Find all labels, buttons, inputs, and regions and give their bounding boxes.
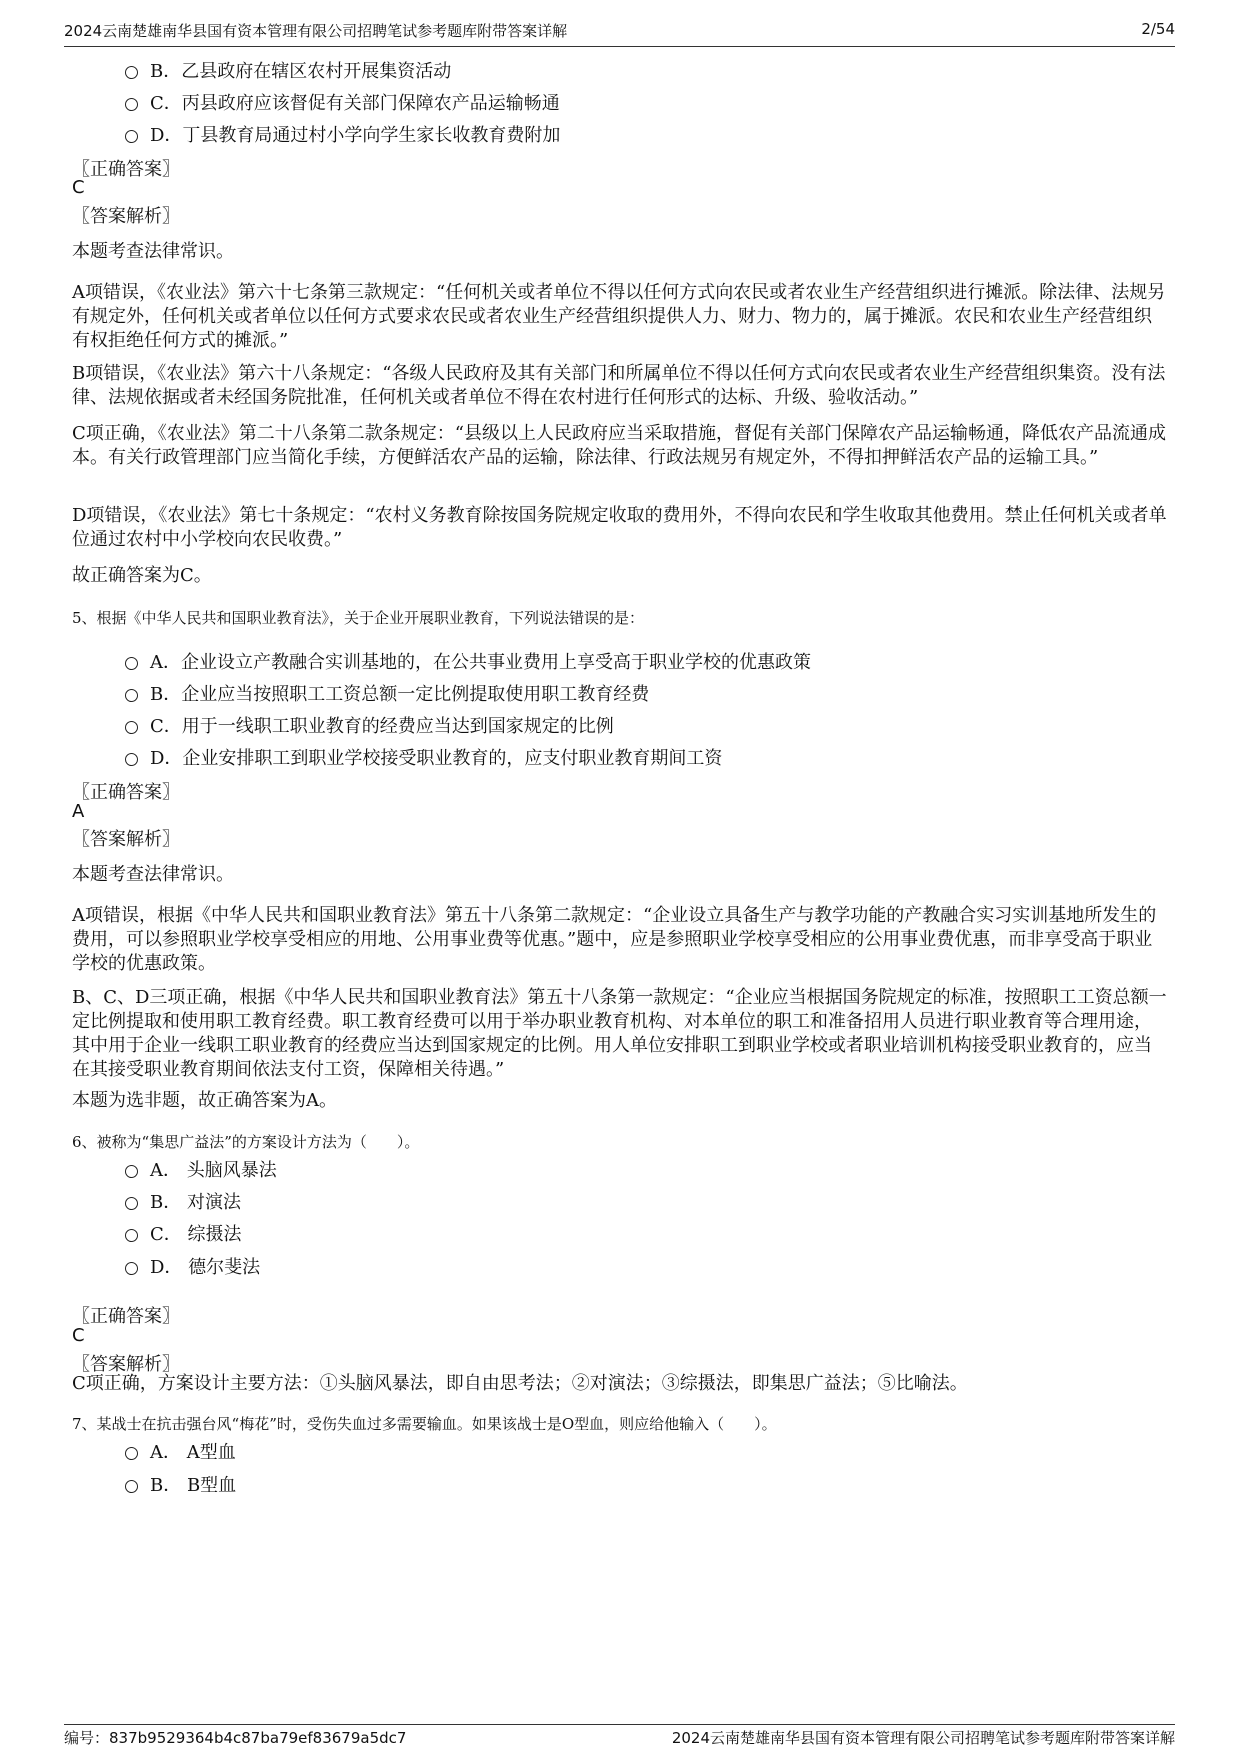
q4-analysis-label: 〖答案解析〗 [72, 206, 180, 227]
q5-option-d[interactable]: D．企业安排职工到职业学校接受职业教育的，应支付职业教育期间工资 [125, 744, 722, 770]
q5-option-b[interactable]: B．企业应当按照职工工资总额一定比例提取使用职工教育经费 [125, 680, 649, 706]
page-footer [64, 1727, 1175, 1749]
radio-icon[interactable] [125, 98, 138, 111]
radio-icon[interactable] [125, 1447, 138, 1460]
radio-icon[interactable] [125, 1197, 138, 1210]
q6-answer: C [72, 1325, 85, 1346]
q5-option-a[interactable]: A．企业设立产教融合实训基地的，在公共事业费用上享受高于职业学校的优惠政策 [125, 648, 811, 674]
q7-option-b[interactable]: B． B型血 [125, 1471, 236, 1497]
q4-analysis-para: B项错误，《农业法》第六十八条规定：“各级人民政府及其有关部门和所属单位不得以任何方式向农民或者农业生产经营组织集资。没有法律、法规依据或者未经国务院批准，任何机关或者单位不得在农村进行任何形式的达标、升级、验收活动。” [72, 363, 1166, 408]
q5-option-c[interactable]: C．用于一线职工职业教育的经费应当达到国家规定的比例 [125, 712, 614, 738]
q6-answer-label: 〖正确答案〗 [72, 1306, 180, 1327]
page-number: 2/54 [1141, 20, 1175, 38]
q4-option-c[interactable]: C．丙县政府应该督促有关部门保障农产品运输畅通 [125, 89, 560, 115]
q7-option-a[interactable]: A． A型血 [125, 1438, 236, 1464]
q6-analysis-para: C项正确，方案设计主要方法：①头脑风暴法，即自由思考法；②对演法；③综摄法，即集思广益法；⑤比喻法。 [72, 1373, 968, 1394]
q5-analysis-para: 本题考查法律常识。 [72, 864, 234, 885]
radio-icon[interactable] [125, 721, 138, 734]
q4-answer: C [72, 177, 85, 198]
radio-icon[interactable] [125, 753, 138, 766]
q6-option-d[interactable]: D． 德尔斐法 [125, 1253, 260, 1279]
q4-answer-label: 〖正确答案〗 [72, 159, 180, 180]
q5-answer-label: 〖正确答案〗 [72, 782, 180, 803]
document-code: 编号：837b9529364b4c87ba79ef83679a5dc7 [64, 1729, 407, 1747]
q6-option-c[interactable]: C． 综摄法 [125, 1220, 242, 1246]
radio-icon[interactable] [125, 1480, 138, 1493]
q5-question: 5、根据《中华人民共和国职业教育法》，关于企业开展职业教育，下列说法错误的是： [72, 609, 645, 627]
document-title: 2024云南楚雄南华县国有资本管理有限公司招聘笔试参考题库附带答案详解 [64, 22, 568, 40]
radio-icon[interactable] [125, 1229, 138, 1242]
q4-analysis-para: D项错误，《农业法》第七十条规定：“农村义务教育除按国务院规定收取的费用外，不得向农民和学生收取其他费用。禁止任何机关或者单位通过农村中小学校向农民收费。” [72, 505, 1167, 550]
q6-question: 6、被称为“集思广益法”的方案设计方法为（ ）。 [72, 1133, 420, 1151]
radio-icon[interactable] [125, 1165, 138, 1178]
q4-analysis-para: 本题考查法律常识。 [72, 241, 234, 262]
footer-title: 2024云南楚雄南华县国有资本管理有限公司招聘笔试参考题库附带答案详解 [671, 1729, 1175, 1747]
q6-option-b[interactable]: B． 对演法 [125, 1188, 241, 1214]
q6-option-a[interactable]: A． 头脑风暴法 [125, 1156, 277, 1182]
q5-analysis-para: B、C、D三项正确，根据《中华人民共和国职业教育法》第五十八条第一款规定：“企业应当根据国务院规定的标准，按照职工工资总额一定比例提取和使用职工教育经费。职工教育经费可以用于举办职业教育机构、对本单位的职工和准备招用人员进行职业教育等合理用途，其中用于企业一线职工职业教育的经费应当达到国家规定的比例。用人单位安排职工到职业学校或者职业培训机构接受职业教育的，应当在其接受职业教育期间依法支付工资，保障相关待遇。” [72, 987, 1167, 1080]
radio-icon[interactable] [125, 1262, 138, 1275]
q4-analysis-para: C项正确，《农业法》第二十八条第二款条规定：“县级以上人民政府应当采取措施，督促有关部门保障农产品运输畅通，降低农产品流通成本。有关行政管理部门应当简化手续，方便鲜活农产品的运输，除法律、行政法规另有规定外，不得扣押鲜活农产品的运输工具。” [72, 423, 1166, 468]
footer-divider [64, 1724, 1175, 1725]
page-header [64, 20, 1175, 42]
q4-conclusion: 故正确答案为C。 [72, 565, 212, 586]
q5-analysis-label: 〖答案解析〗 [72, 829, 180, 850]
q7-question: 7、某战士在抗击强台风“梅花”时，受伤失血过多需要输血。如果该战士是O型血，则应给他输入（ ）。 [72, 1415, 777, 1433]
q5-answer: A [72, 801, 85, 822]
q5-conclusion: 本题为选非题，故正确答案为A。 [72, 1090, 337, 1111]
q4-option-b[interactable]: B．乙县政府在辖区农村开展集资活动 [125, 57, 451, 83]
q4-option-d[interactable]: D．丁县教育局通过村小学向学生家长收教育费附加 [125, 121, 560, 147]
radio-icon[interactable] [125, 657, 138, 670]
q6-analysis-label: 〖答案解析〗 [72, 1354, 180, 1375]
radio-icon[interactable] [125, 130, 138, 143]
radio-icon[interactable] [125, 689, 138, 702]
radio-icon[interactable] [125, 66, 138, 79]
q4-analysis-para: A项错误，《农业法》第六十七条第三款规定：“任何机关或者单位不得以任何方式向农民或者农业生产经营组织进行摊派。除法律、法规另有规定外，任何机关或者单位以任何方式要求农民或者农业生产经营组织提供人力、财力、物力的，属于摊派。农民和农业生产经营组织有权拒绝任何方式的摊派。” [72, 282, 1166, 351]
header-divider [64, 46, 1175, 47]
q5-analysis-para: A项错误，根据《中华人民共和国职业教育法》第五十八条第二款规定：“企业设立具备生产与教学功能的产教融合实习实训基地所发生的费用，可以参照职业学校享受相应的用地、公用事业费等优惠。”题中，应是参照职业学校享受相应的公用事业费优惠，而非享受高于职业学校的优惠政策。 [72, 905, 1157, 974]
